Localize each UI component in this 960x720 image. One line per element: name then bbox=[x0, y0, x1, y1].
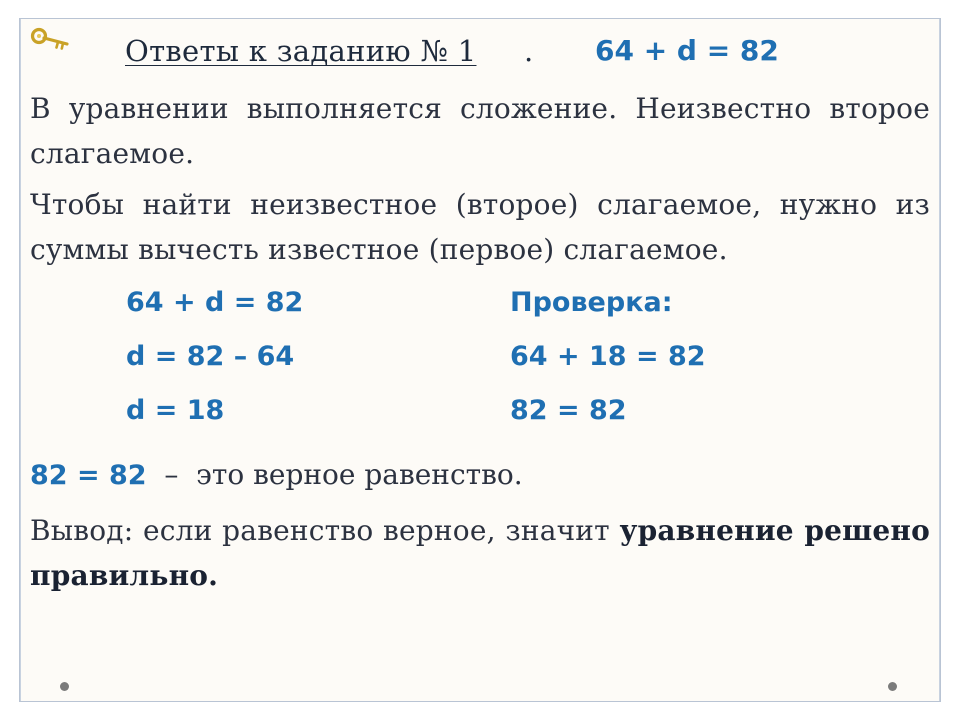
solution-steps bbox=[126, 276, 303, 438]
title-equation: 64 + d = 82 bbox=[595, 34, 779, 67]
bottom-right-dot bbox=[888, 682, 897, 691]
verdict-text: – это верное равенство. bbox=[146, 458, 523, 491]
paragraph-operation: В уравнении выполняется сложение. Неизвестно второе слагаемое. bbox=[30, 92, 930, 170]
bottom-left-dot bbox=[60, 682, 69, 691]
conclusion-paragraph bbox=[30, 508, 930, 598]
verdict-equation: 82 = 82 bbox=[30, 460, 147, 491]
conclusion-bold: уравнение решено правильно. bbox=[30, 514, 930, 592]
paragraph-rule: Чтобы найти неизвестное (второе) слагаемое, нужно из суммы вычесть известное (первое) слагаемое. bbox=[30, 188, 930, 266]
verdict-line bbox=[30, 458, 523, 491]
page-title: Ответы к заданию № 1 bbox=[125, 34, 477, 68]
conclusion-text: Вывод: если равенство верное, значит bbox=[30, 514, 620, 547]
check-step: 64 + 18 = 82 bbox=[510, 341, 706, 372]
title-row bbox=[0, 34, 960, 74]
check-steps bbox=[510, 276, 706, 438]
solution-step: 64 + d = 82 bbox=[126, 287, 304, 318]
solution-step: d = 18 bbox=[126, 395, 225, 426]
check-heading: Проверка: bbox=[510, 287, 673, 318]
solution-step: d = 82 – 64 bbox=[126, 341, 295, 372]
check-step: 82 = 82 bbox=[510, 395, 627, 426]
title-period: . bbox=[524, 34, 534, 68]
